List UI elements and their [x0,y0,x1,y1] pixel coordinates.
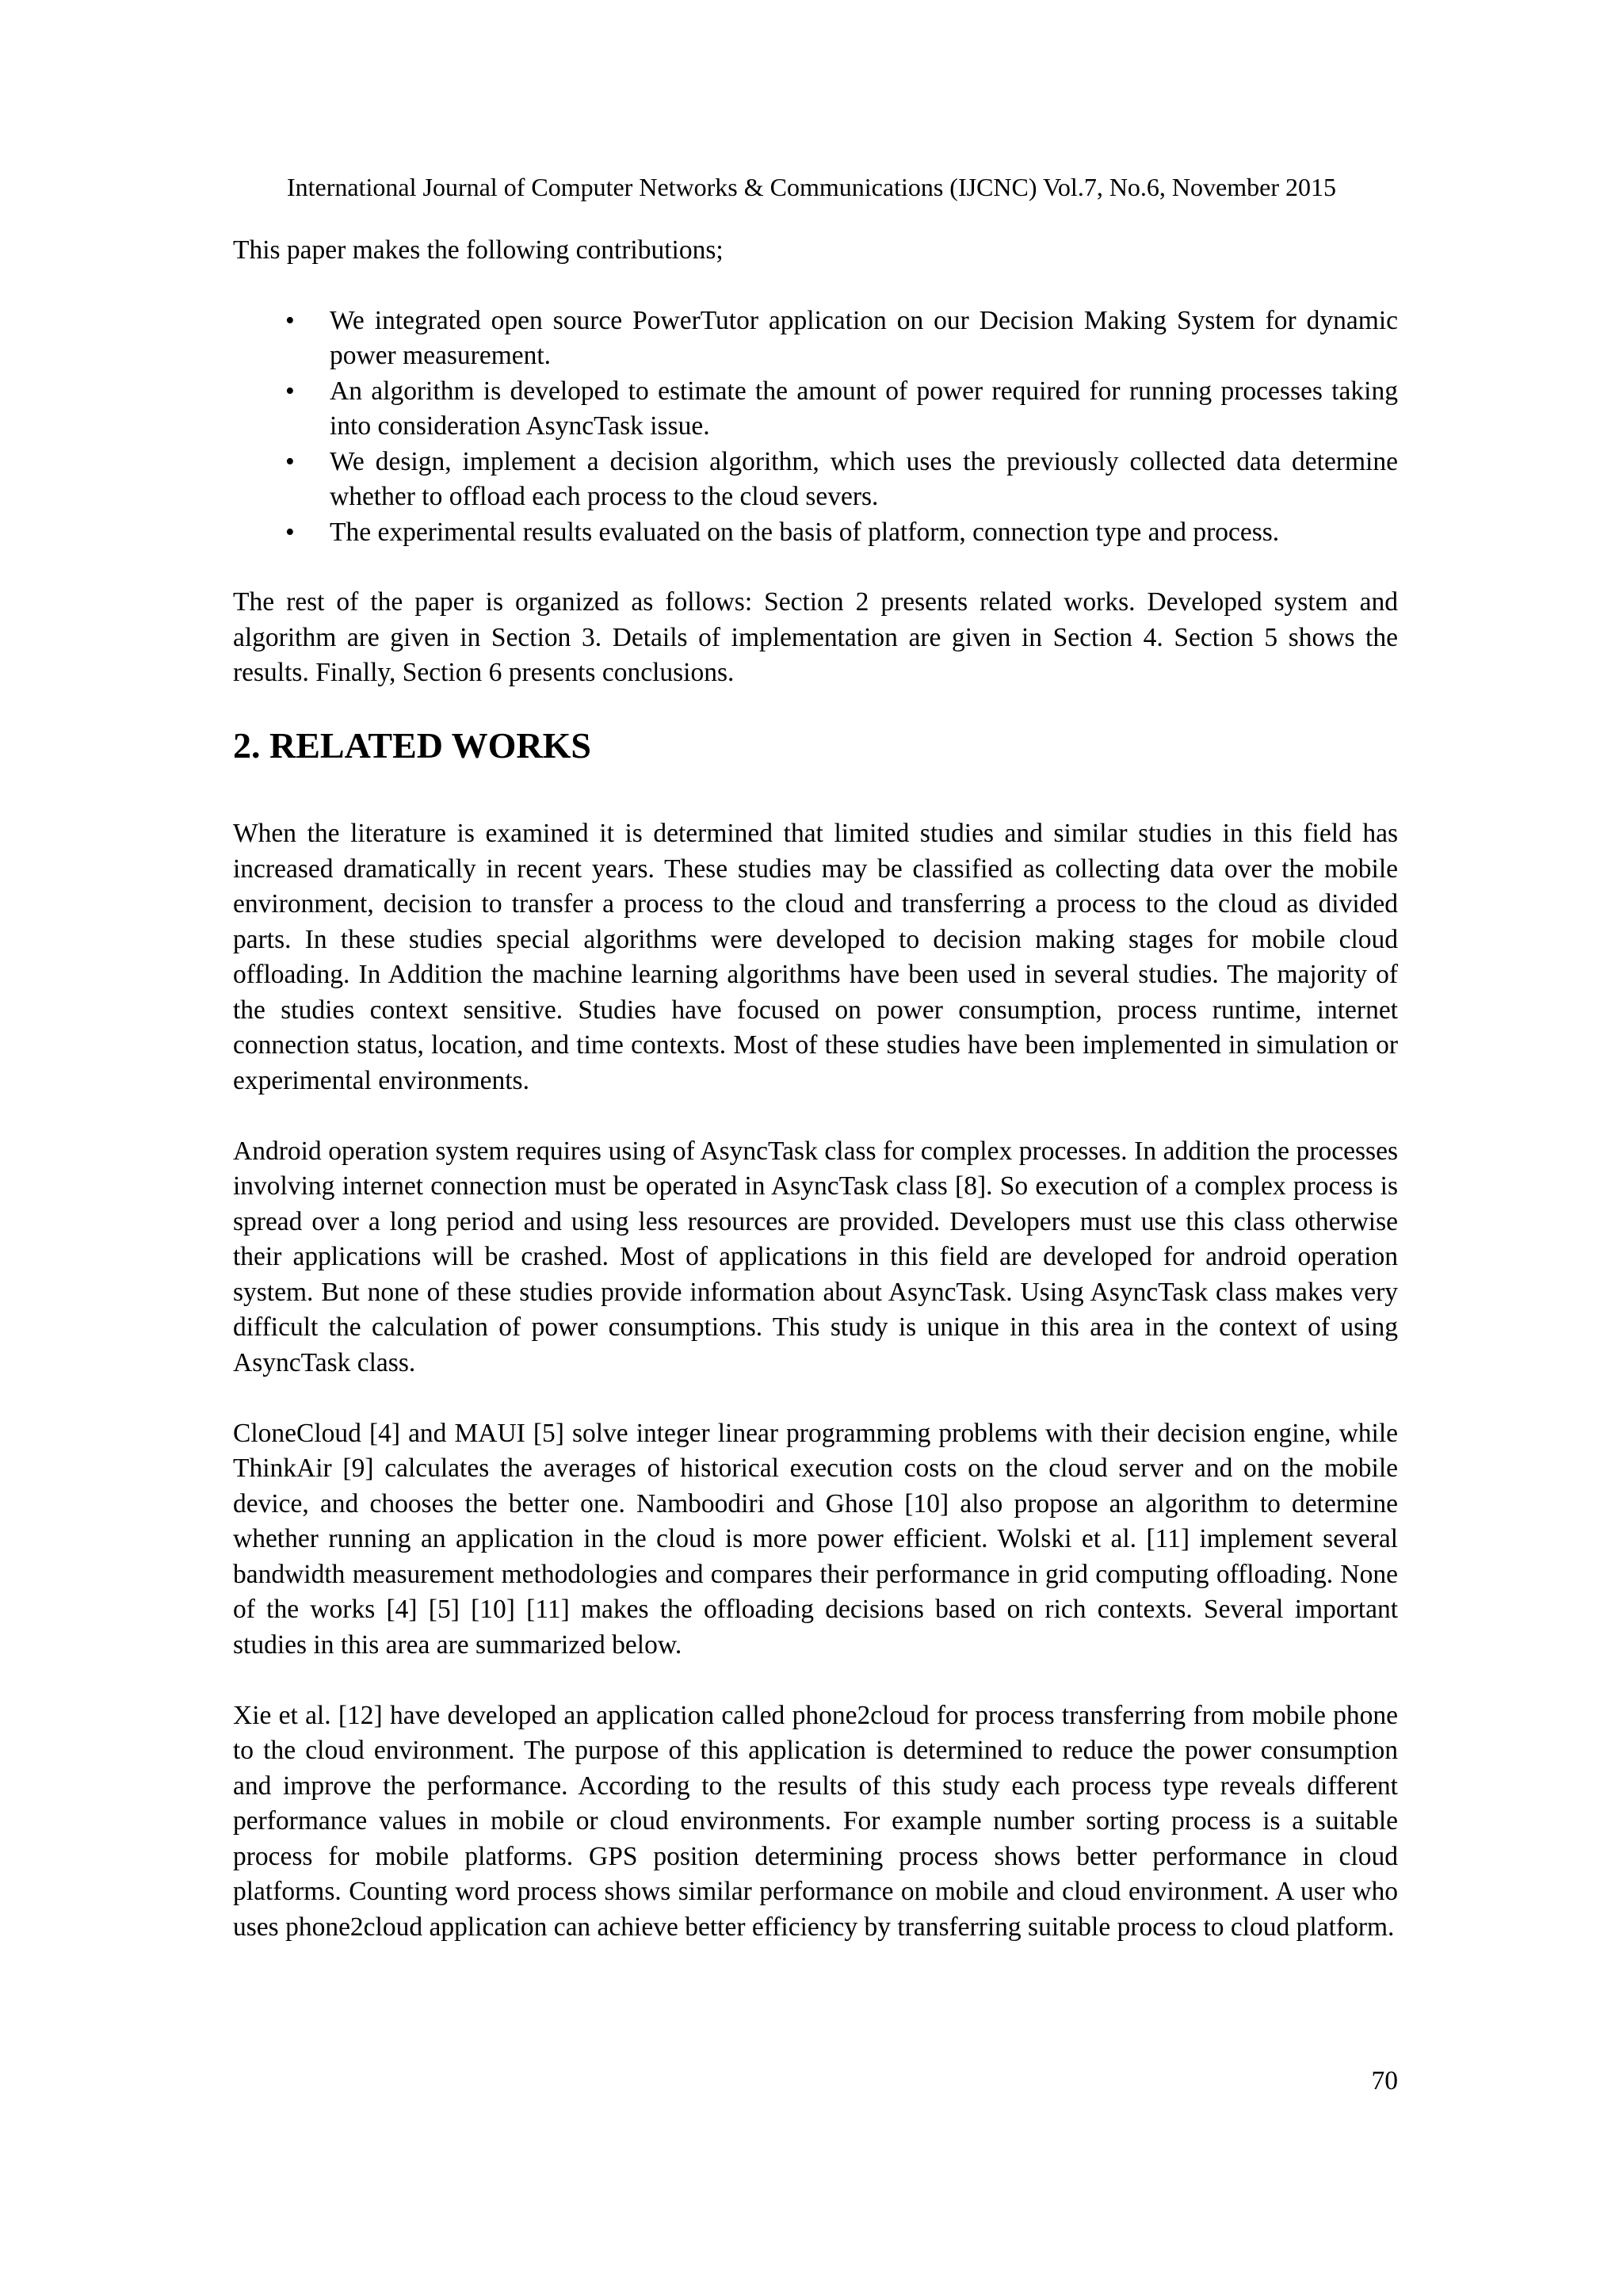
body-paragraph: When the literature is examined it is determined that limited studies and similar studies in this field has increased dramatically in recent years. These studies may be classified as collecting data over the mobile environment, decision to transfer a process to the cloud and transferring a process to the cloud as divided parts. In these studies special algorithms were developed to decision making stages for mobile cloud offloading. In Addition the machine learning algorithms have been used in several studies. The majority of the studies context sensitive. Studies have focused on power consumption, process runtime, internet connection status, location, and time contexts. Most of these studies have been implemented in simulation or experimental environments. [233,819,1398,1095]
contributions-lead: This paper makes the following contributions; [233,235,724,265]
contribution-item [233,374,1398,445]
body-paragraph: Xie et al. [12] have developed an application called phone2cloud for process transferring from mobile phone to the cloud environment. The purpose of this application is determined to reduce the power consumption and improve the performance. According to the results of this study each process type reveals different performance values in mobile or cloud environments. For example number sorting process is a suitable process for mobile platforms. GPS position determining process shows better performance in cloud platforms. Counting word process shows similar performance on mobile and cloud environment. A user who uses phone2cloud application can achieve better efficiency by transferring suitable process to cloud platform. [233,1700,1398,1942]
contribution-text: We integrated open source PowerTutor application on our Decision Making System for dynamic power measurement. [330,305,1398,370]
running-header: International Journal of Computer Networks & Communications (IJCNC) Vol.7, No.6, November 2015 [287,173,1336,201]
contribution-item [233,304,1398,374]
bullet-icon: • [285,446,295,476]
contribution-item [233,445,1398,515]
contributions-list [233,304,1398,551]
bullet-icon: • [285,517,295,547]
body-paragraph: CloneCloud [4] and MAUI [5] solve integer linear programming problems with their decision engine, while ThinkAir [9] calculates the averages of historical execution costs on the cloud server and on the mobile device, and chooses the better one. Namboodiri and Ghose [10] also propose an algorithm to determine whether running an application in the cloud is more power efficient. Wolski et al. [11] implement several bandwidth measurement methodologies and compares their performance in grid computing offloading. None of the works [4] [5] [10] [11] makes the offloading decisions based on rich contexts. Several important studies in this area are summarized below. [233,1418,1398,1660]
bullet-icon: • [285,305,295,335]
contribution-text: An algorithm is developed to estimate the amount of power required for running processes taking into consideration AsyncTask issue. [330,376,1398,441]
contribution-item [233,515,1398,551]
organization-paragraph: The rest of the paper is organized as follows: Section 2 presents related works. Developed system and algorithm are given in Section 3. Details of implementation are given in Section 4. Section 5 shows the results. Finally, Section 6 presents conclusions. [233,587,1398,687]
bullet-icon: • [285,376,295,406]
contribution-text: We design, implement a decision algorithm, which uses the previously collected data determine whether to offload each process to the cloud severs. [330,446,1398,511]
page-number: 70 [1371,2066,1398,2095]
contribution-text: The experimental results evaluated on the basis of platform, connection type and process. [330,517,1280,547]
body-paragraph: Android operation system requires using of AsyncTask class for complex processes. In addition the processes involving internet connection must be operated in AsyncTask class [8]. So execution of a complex process is spread over a long period and using less resources are provided. Developers must use this class otherwise their applications will be crashed. Most of applications in this field are developed for android operation system. But none of these studies provide information about AsyncTask. Using AsyncTask class makes very difficult the calculation of power consumptions. This study is unique in this area in the context of using AsyncTask class. [233,1136,1398,1377]
section-heading: 2. RELATED WORKS [233,725,592,766]
page-body [233,233,1398,1981]
